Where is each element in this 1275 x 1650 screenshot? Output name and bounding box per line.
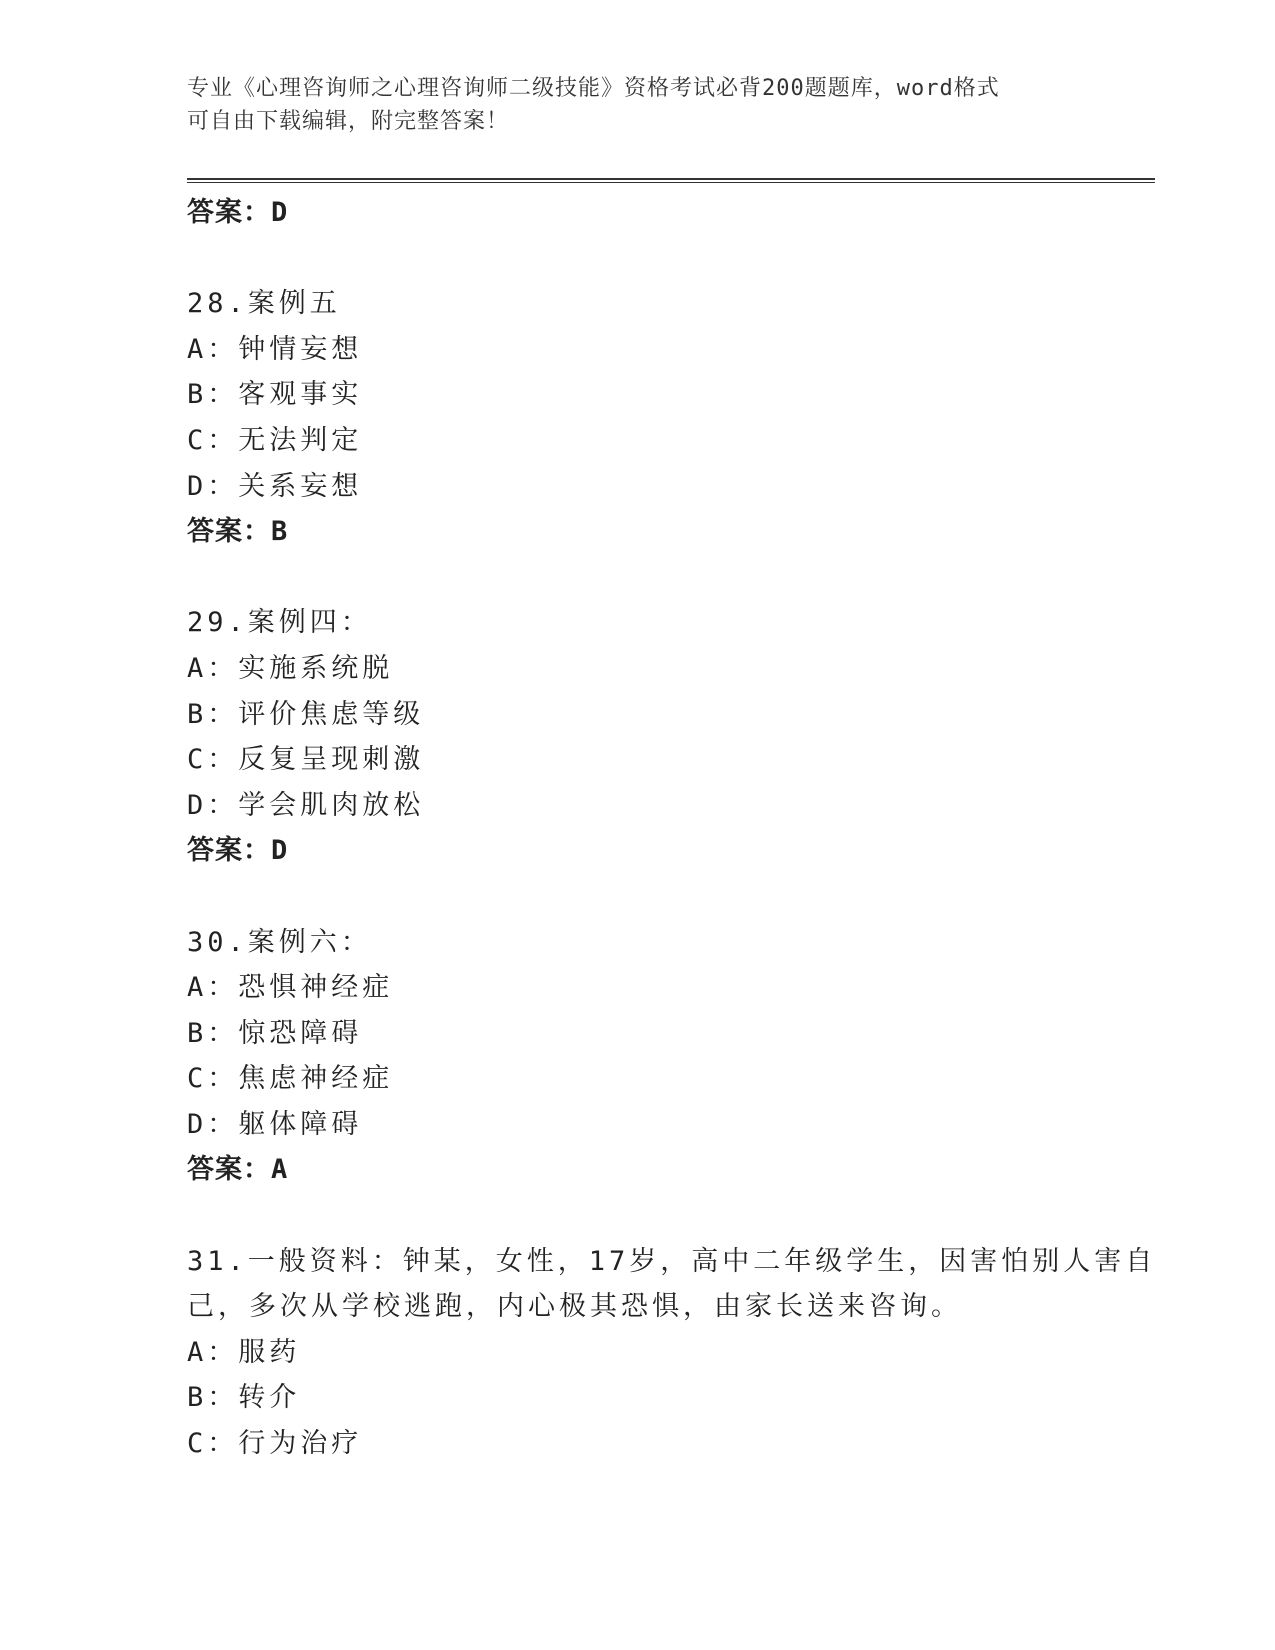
option-d: D：学会肌肉放松 [187, 789, 425, 821]
answer-line: 答案：D [187, 197, 289, 228]
answer-line: 答案：A [187, 1154, 289, 1186]
option-c: C：焦虑神经症 [187, 1063, 394, 1095]
option-a: A：服药 [187, 1336, 301, 1368]
option-a: A：钟情妄想 [187, 333, 363, 365]
header-divider [187, 178, 1155, 183]
question-stem: 29.案例四： [187, 607, 372, 639]
header-line-1: 专业《心理咨询师之心理咨询师二级技能》资格考试必背200题题库，word格式 [187, 76, 1000, 101]
question-stem-line-1: 31.一般资料：钟某，女性，17岁，高中二年级学生，因害怕别人害自 [187, 1245, 1157, 1277]
option-a: A：实施系统脱 [187, 652, 394, 684]
header-line-2: 可自由下载编辑，附完整答案！ [187, 109, 510, 134]
question-stem: 30.案例六： [187, 926, 372, 958]
question-29 [187, 600, 1117, 874]
answer-line: 答案：B [187, 516, 289, 548]
question-31 [187, 1239, 1157, 1467]
question-30 [187, 920, 1117, 1194]
option-d: D：躯体障碍 [187, 1108, 363, 1140]
option-b: B：转介 [187, 1382, 301, 1414]
option-c: C：无法判定 [187, 424, 363, 456]
option-c: C：反复呈现刺激 [187, 744, 425, 776]
option-a: A：恐惧神经症 [187, 972, 394, 1004]
option-c: C：行为治疗 [187, 1428, 363, 1460]
question-28 [187, 281, 1117, 555]
answer-line: 答案：D [187, 835, 289, 867]
option-b: B：客观事实 [187, 379, 363, 411]
question-stem: 28.案例五 [187, 288, 341, 320]
document-header [187, 72, 1087, 138]
option-b: B：评价焦虑等级 [187, 698, 425, 730]
option-b: B：惊恐障碍 [187, 1017, 363, 1049]
question-list [187, 190, 1157, 1467]
option-d: D：关系妄想 [187, 470, 363, 502]
question-stem-line-2: 己，多次从学校逃跑，内心极其恐惧，由家长送来咨询。 [187, 1291, 962, 1323]
